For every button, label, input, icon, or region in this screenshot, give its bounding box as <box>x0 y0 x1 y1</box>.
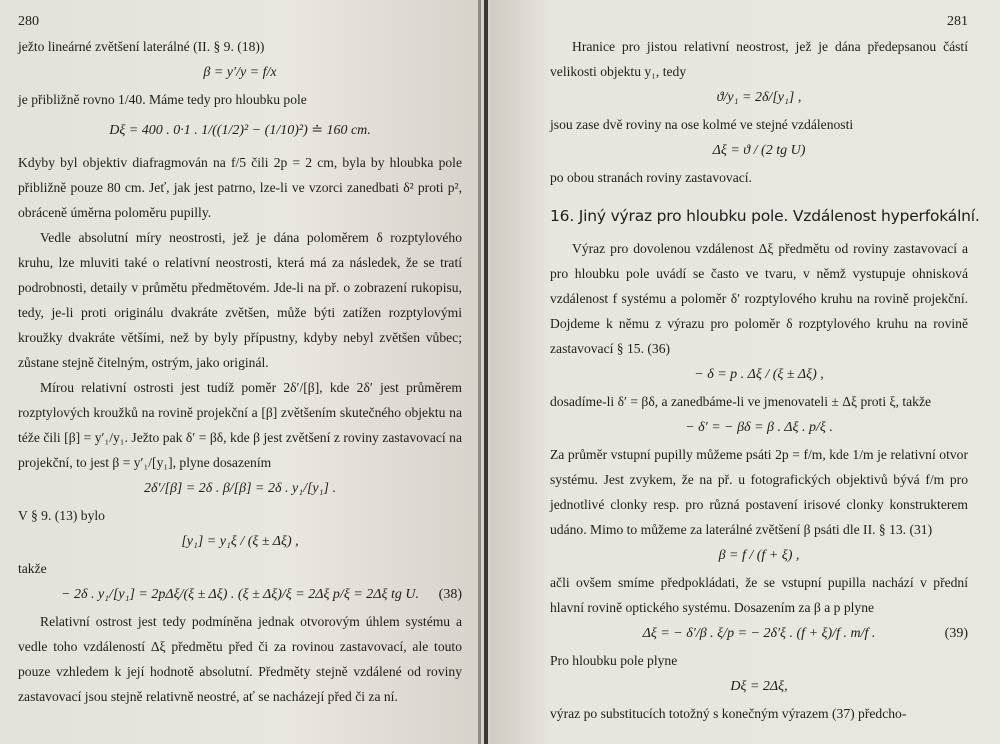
paragraph: Mírou relativní ostrosti jest tudíž poměr 2δ′/[β], kde 2δ′ jest průměrem rozptylových kroužků na rovině projekční a [β] zvětšením skutečného objektu na téže čili [β] = y′₁/y₁. Ježto pak δ′ = βδ, kde β jest zvětšení z roviny zastavovací na projekční, to jest β = y′₁/[y₁], plyne dosazením <box>18 380 462 470</box>
paragraph: ačli ovšem smíme předpokládati, že se vstupní pupilla nachází v přední hlavní rovině optického systému. Dosazením za β a p plyne <box>550 575 968 615</box>
text-line: je přibližně rovno 1/40. Máme tedy pro hloubku pole <box>18 92 307 107</box>
equation-number: (38) <box>438 587 462 602</box>
text-line: Pro hloubku pole plyne <box>550 653 678 668</box>
numbered-equation <box>18 583 462 607</box>
page-number-right: 281 <box>947 14 968 29</box>
paragraph: Hranice pro jistou relativní neostrost, jež je dána předepsanou částí velikosti objektu y₁, tedy <box>550 39 968 79</box>
book-gutter <box>484 0 488 744</box>
text-line: dosadíme-li δ′ = βδ, a zanedbáme-li ve jmenovateli ± Δξ proti ξ, takže <box>550 394 932 409</box>
paragraph: Za průměr vstupní pupilly můžeme psáti 2p = f/m, kde 1/m je relativní otvor systému. Jest zvykem, že na př. u fotografických objektivů bývá f/m pro jednotlivé clonky resp. pro různá postavení irisové clonky konstrukterem udáno. Mimo to můžeme za laterálné zvětšení β psáti dle II. § 13. (31) <box>550 447 968 537</box>
section-heading: 16. Jiný výraz pro hloubku pole. Vzdálenost hyperfokální. <box>550 207 980 225</box>
text-line: jsou zase dvě roviny na ose kolmé ve stejné vzdálenosti <box>550 117 854 132</box>
equation: − δ′ = − βδ = β . Δξ . p/ξ . <box>685 420 833 435</box>
gutter-shadow <box>478 0 481 744</box>
equation: − δ = p . Δξ / (ξ ± Δξ) , <box>694 367 824 382</box>
equation: Dξ = 2Δξ, <box>730 679 788 694</box>
equation: β = y′/y = f/x <box>203 65 277 80</box>
numbered-equation <box>550 622 968 646</box>
text-line: po obou stranách roviny zastavovací. <box>550 170 752 185</box>
paragraph: Kdyby byl objektiv diafragmován na f/5 čili 2p = 2 cm, byla by hloubka pole přibližně pouze 80 cm. Jeť, jak jest patrno, lze-li ve vzorci zanedbati δ² proti p², obráceně úměrna poloměru pupilly. <box>18 155 462 220</box>
text-line: výraz po substitucích totožný s konečným výrazem (37) předcho- <box>550 706 907 721</box>
text-line: V § 9. (13) bylo <box>18 508 105 523</box>
page-number-left: 280 <box>18 14 39 29</box>
equation: Dξ = 400 . 0·1 . 1/((1/2)² − (1/10)²) ≐ 160 cm. <box>109 123 371 138</box>
paragraph: Vedle absolutní míry neostrosti, jež je dána poloměrem δ rozptylového kruhu, lze mluviti také o relativní neostrosti, která má za následek, že se tratí podrobnosti, detaily v průmětu předmětovém. Jde-li na př. o zobrazení rukopisu, tedy, je-li proti originálu dvakráte zvětšen, může býti zatížen rozptylovými kroužky dvakráte většími, než by byly přípustny, kdyby nebyl zvětšen vůbec; zůstane stejně čitelným, ostrým, jako originál. <box>18 230 462 370</box>
equation-number: (39) <box>944 626 968 641</box>
text-line: takže <box>18 561 47 576</box>
equation: ϑ/y₁ = 2δ/[y₁] , <box>716 90 802 105</box>
equation: Δξ = ϑ / (2 tg U) <box>712 143 806 158</box>
equation: β = f / (f + ξ) , <box>718 548 800 563</box>
equation: 2δ′/[β] = 2δ . β/[β] = 2δ . y₁/[y₁] . <box>144 481 336 496</box>
text-line: ježto lineárné zvětšení laterálné (II. § 9. (18)) <box>18 39 265 54</box>
left-page <box>0 0 490 744</box>
equation: [y₁] = y₁ξ / (ξ ± Δξ) , <box>181 534 299 549</box>
equation-body: − 2δ . y₁/[y₁] = 2pΔξ/(ξ ± Δξ) . (ξ ± Δξ)/ξ = 2Δξ p/ξ = 2Δξ tg U. <box>61 587 419 602</box>
paragraph: Relativní ostrost jest tedy podmíněna jednak otvorovým úhlem systému a vedle toho vzdáleností Δξ předmětu před či za rovinou zastavovací, ale touto pouze vzhledem k její hodnotě absolutní. Předměty stejně vzdálené od roviny zastavovací jsou stejně relativně neostré, ať se nacházejí před či za ní. <box>18 614 462 704</box>
paragraph: Výraz pro dovolenou vzdálenost Δξ předmětu od roviny zastavovací a pro hloubku pole uvádí se často ve tvaru, v němž vystupuje ohnisková vzdálenost f systému a poloměr δ′ rozptylového kruhu na rovině projekční. Dojdeme k němu z výrazu pro poloměr δ rozptylového kruhu na rovině zastavovací § 15. (36) <box>550 241 968 356</box>
equation-body: Δξ = − δ′/β . ξ/p = − 2δ′ξ . (f + ξ)/f . m/f . <box>642 626 876 641</box>
right-page <box>490 0 1000 744</box>
